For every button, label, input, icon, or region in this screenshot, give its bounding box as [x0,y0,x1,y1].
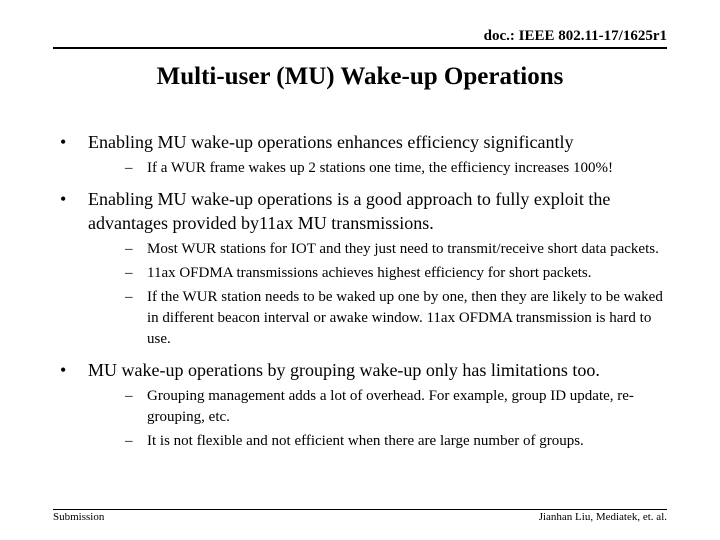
sub-bullet-list [88,239,670,350]
sub-bullet-text: Grouping management adds a lot of overhead. For example, group ID update, re-grouping, etc. [147,388,634,425]
bullet-marker: • [60,132,67,152]
sub-bullet-text: If a WUR frame wakes up 2 stations one time, the efficiency increases 100%! [147,160,613,176]
sub-bullet-item [125,239,670,260]
sub-bullet-item [125,431,670,452]
sub-bullet-list [88,158,670,179]
header-divider [53,47,667,49]
sub-bullet-item [125,386,670,428]
sub-bullet-text: 11ax OFDMA transmissions achieves highest efficiency for short packets. [147,265,592,281]
bullet-text: Enabling MU wake-up operations enhances efficiency significantly [88,132,574,152]
bullet-item [60,130,670,179]
sub-bullet-item [125,287,670,350]
footer-authors: Jianhan Liu, Mediatek, et. al. [538,511,667,523]
bullet-item [60,358,670,452]
sub-bullet-marker: – [125,388,133,404]
sub-bullet-item [125,263,670,284]
footer-divider [53,509,667,510]
sub-bullet-text: Most WUR stations for IOT and they just need to transmit/receive short data packets. [147,241,659,257]
sub-bullet-marker: – [125,433,133,449]
bullet-item [60,187,670,350]
sub-bullet-item [125,158,670,179]
bullet-text: MU wake-up operations by grouping wake-up only has limitations too. [88,360,600,380]
footer-submission: Submission [53,511,105,523]
sub-bullet-list [88,386,670,452]
sub-bullet-marker: – [125,241,133,257]
document-id: doc.: IEEE 802.11-17/1625r1 [483,28,667,44]
sub-bullet-text: It is not flexible and not efficient when there are large number of groups. [147,433,584,449]
bullet-marker: • [60,360,67,380]
sub-bullet-marker: – [125,160,133,176]
bullet-text: Enabling MU wake-up operations is a good approach to fully exploit the advantages provided by11ax MU transmissions. [88,189,611,233]
slide-body [60,130,670,455]
slide-title: Multi-user (MU) Wake-up Operations [156,63,564,90]
sub-bullet-marker: – [125,289,133,305]
sub-bullet-marker: – [125,265,133,281]
sub-bullet-text: If the WUR station needs to be waked up one by one, then they are likely to be waked in different beacon interval or awake window. 11ax OFDMA transmission is hard to use. [147,289,663,347]
bullet-marker: • [60,189,67,209]
